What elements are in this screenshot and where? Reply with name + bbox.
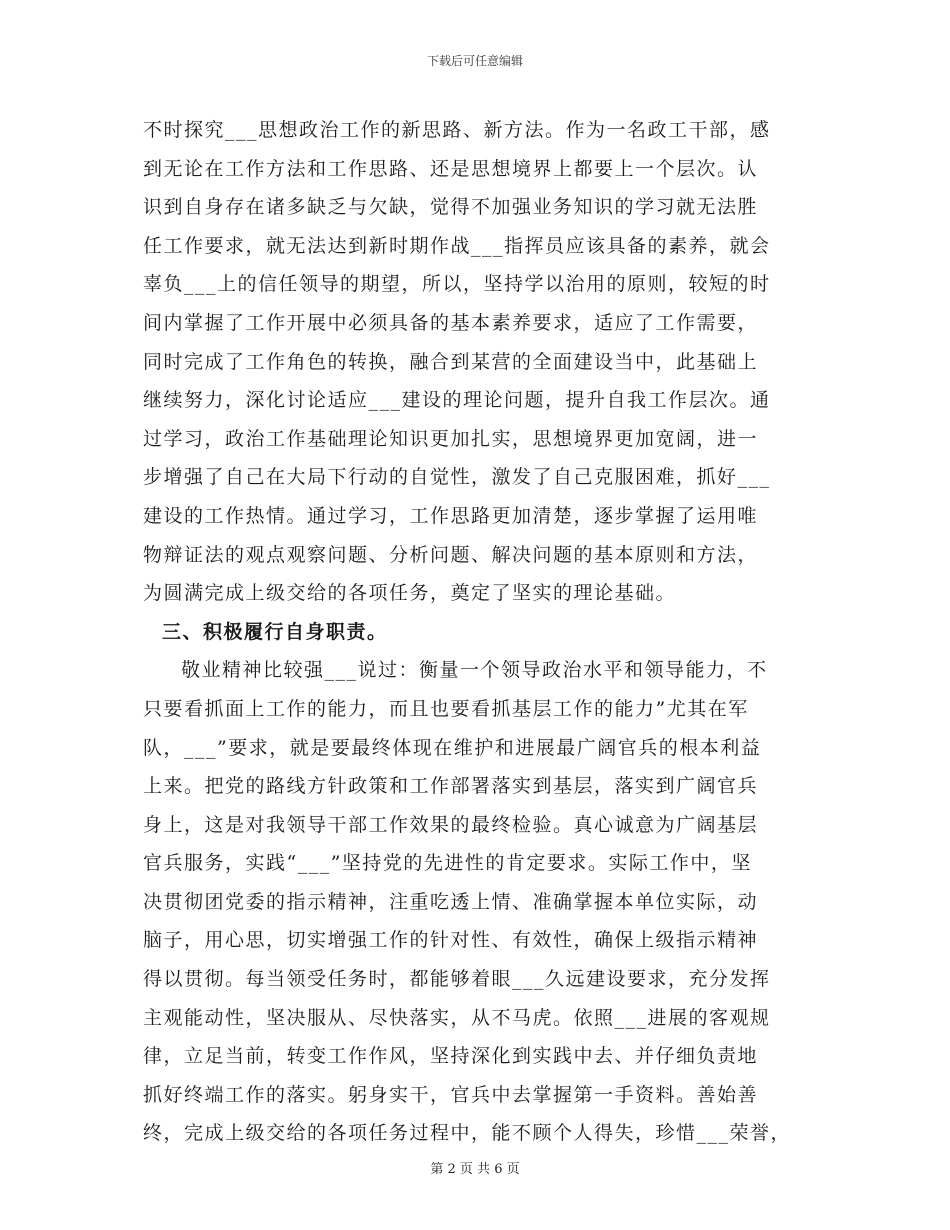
body-line: 同时完成了工作角色的转换，融合到某营的全面建设当中，此基础上 — [143, 350, 759, 373]
section-line: 敬业精神比较强___说过：衡量一个领导政治水平和领导能力，不 — [181, 659, 768, 682]
section-line: 终，完成上级交给的各项任务过程中，能不顾个人得失，珍惜___荣誉， — [143, 1122, 792, 1145]
body-line: 为圆满完成上级交给的各项任务，奠定了坚实的理论基础。 — [143, 582, 677, 605]
body-line: 不时探究___思想政治工作的新思路、新方法。作为一名政工干部，感 — [143, 119, 771, 141]
section-line: 得以贯彻。每当领受任务时，都能够着眼___久远建设要求，充分发挥 — [143, 968, 771, 991]
section-line: 身上，这是对我领导干部工作效果的最终检验。真心诚意为广阔基层 — [143, 813, 759, 836]
section-line: 抓好终端工作的落实。躬身实干，官兵中去掌握第一手资料。善始善 — [143, 1083, 759, 1106]
page-header: 下载后可任意编辑 — [426, 54, 523, 68]
body-line: 过学习，政治工作基础理论知识更加扎实，思想境界更加宽阔，进一 — [143, 427, 759, 450]
section-line: 上来。把党的路线方针政策和工作部署落实到基层，落实到广阔官兵 — [143, 775, 759, 798]
page-footer: 第 2 页 共 6 页 — [430, 1162, 520, 1177]
body-line: 到无论在工作方法和工作思路、还是思想境界上都要上一个层次。认 — [143, 157, 759, 180]
section-line: 脑子，用心思，切实增强工作的针对性、有效性，确保上级指示精神 — [143, 929, 759, 952]
body-line: 建设的工作热情。通过学习，工作思路更加清楚，逐步掌握了运用唯 — [143, 504, 759, 527]
body-line: 物辩证法的观点观察问题、分析问题、解决问题的基本原则和方法， — [143, 543, 759, 566]
body-line: 任工作要求，就无法达到新时期作战___指挥员应该具备的素养，就会 — [143, 234, 771, 257]
section-heading: 三、积极履行自身职责。 — [162, 620, 388, 643]
section-line: 决贯彻团党委的指示精神，注重吃透上情、准确掌握本单位实际，动 — [143, 890, 759, 913]
body-line: 辜负___上的信任领导的期望，所以，坚持学以治用的原则，较短的时 — [143, 273, 771, 296]
section-line: 律，立足当前，转变工作作风，坚持深化到实践中去、并仔细负责地 — [143, 1045, 759, 1068]
section-line: 主观能动性，坚决服从、尽快落实，从不马虎。依照___进展的客观规 — [143, 1006, 771, 1029]
document-body — [143, 111, 823, 1153]
section-line: 官兵服务，实践“___”坚持党的先进性的肯定要求。实际工作中，坚 — [143, 852, 752, 875]
section-line: 队，___”要求，就是要最终体现在维护和进展最广阔官兵的根本利益 — [143, 736, 762, 759]
body-line: 步增强了自己在大局下行动的自觉性，激发了自己克服困难，抓好___ — [143, 466, 771, 489]
body-line: 间内掌握了工作开展中必须具备的基本素养要求，适应了工作需要， — [143, 311, 759, 334]
body-line: 识到自身存在诸多缺乏与欠缺，觉得不加强业务知识的学习就无法胜 — [143, 196, 759, 219]
body-line: 继续努力，深化讨论适应___建设的理论问题，提升自我工作层次。通 — [143, 389, 771, 412]
section-line: 只要看抓面上工作的能力，而且也要看抓基层工作的能力”尤其在军 — [143, 697, 749, 720]
